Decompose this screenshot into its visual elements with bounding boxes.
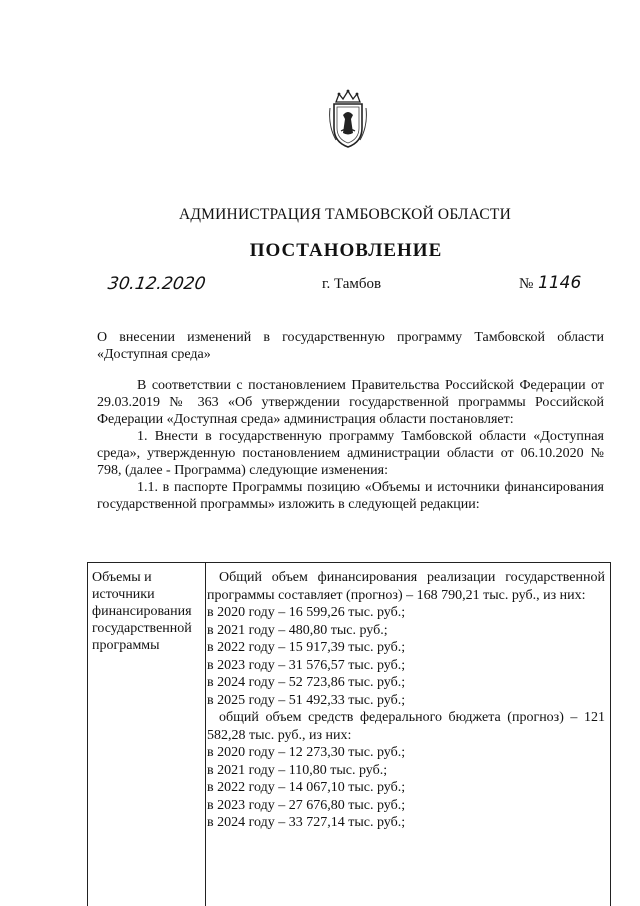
funding-label-cell: Объемы и источники финансирования государственной программы: [92, 570, 192, 653]
total-year-row: в 2021 году – 480,80 тыс. руб.;: [207, 622, 388, 638]
total-year-row: в 2024 году – 52 723,86 тыс. руб.;: [207, 675, 406, 690]
tambov-coat-of-arms-icon: [327, 88, 369, 150]
federal-year-row: в 2021 году – 110,80 тыс. руб.;: [207, 762, 388, 778]
document-type: ПОСТАНОВЛЕНИЕ: [249, 240, 443, 261]
total-funding-text: Общий объем финансирования реализации государственной программы составляет (прогноз) – 168 790,21 тыс. руб., из них:: [207, 570, 605, 603]
federal-year-row: в 2024 году – 33 727,14 тыс. руб.;: [207, 815, 406, 830]
federal-year-row: в 2022 году – 14 067,10 тыс. руб.;: [207, 780, 406, 795]
document-subject: О внесении изменений в государственную программу Тамбовской области «Доступная среда»: [97, 330, 604, 362]
total-year-row: в 2025 году – 51 492,33 тыс. руб.;: [207, 692, 406, 708]
item-1-1-paragraph: 1.1. в паспорте Программы позицию «Объемы и источники финансирования государственной программы» изложить в следующей редакции:: [97, 480, 604, 512]
document-body: [97, 377, 604, 513]
organization-title: АДМИНИСТРАЦИЯ ТАМБОВСКОЙ ОБЛАСТИ: [179, 206, 511, 223]
intro-paragraph: В соответствии с постановлением Правительства Российской Федерации от 29.03.2019 № 363 «Об утверждении государственной программы Российской Федерации «Доступная среда» администрация области постановляет:: [97, 378, 604, 427]
document-date: 30.12.2020: [106, 274, 207, 294]
funding-value-cell: [205, 569, 605, 832]
federal-funding-text: общий объем средств федерального бюджета (прогноз) – 121 582,28 тыс. руб., из них:: [207, 710, 605, 743]
federal-year-row: в 2020 году – 12 273,30 тыс. руб.;: [207, 745, 406, 760]
total-year-row: в 2020 году – 16 599,26 тыс. руб.;: [207, 605, 406, 620]
number-label: №: [519, 276, 534, 292]
document-number: 1146: [538, 273, 582, 293]
total-year-row: в 2023 году – 31 576,57 тыс. руб.;: [207, 657, 406, 673]
document-city: г. Тамбов: [322, 276, 382, 292]
total-year-row: в 2022 году – 15 917,39 тыс. руб.;: [207, 640, 406, 655]
federal-year-row: в 2023 году – 27 676,80 тыс. руб.;: [207, 797, 406, 813]
funding-table: [87, 562, 611, 906]
item-1-paragraph: 1. Внести в государственную программу Тамбовской области «Доступная среда», утвержденную постановлением администрации области от 06.10.2020 № 798, (далее - Программа) следующие изменения:: [97, 429, 604, 478]
